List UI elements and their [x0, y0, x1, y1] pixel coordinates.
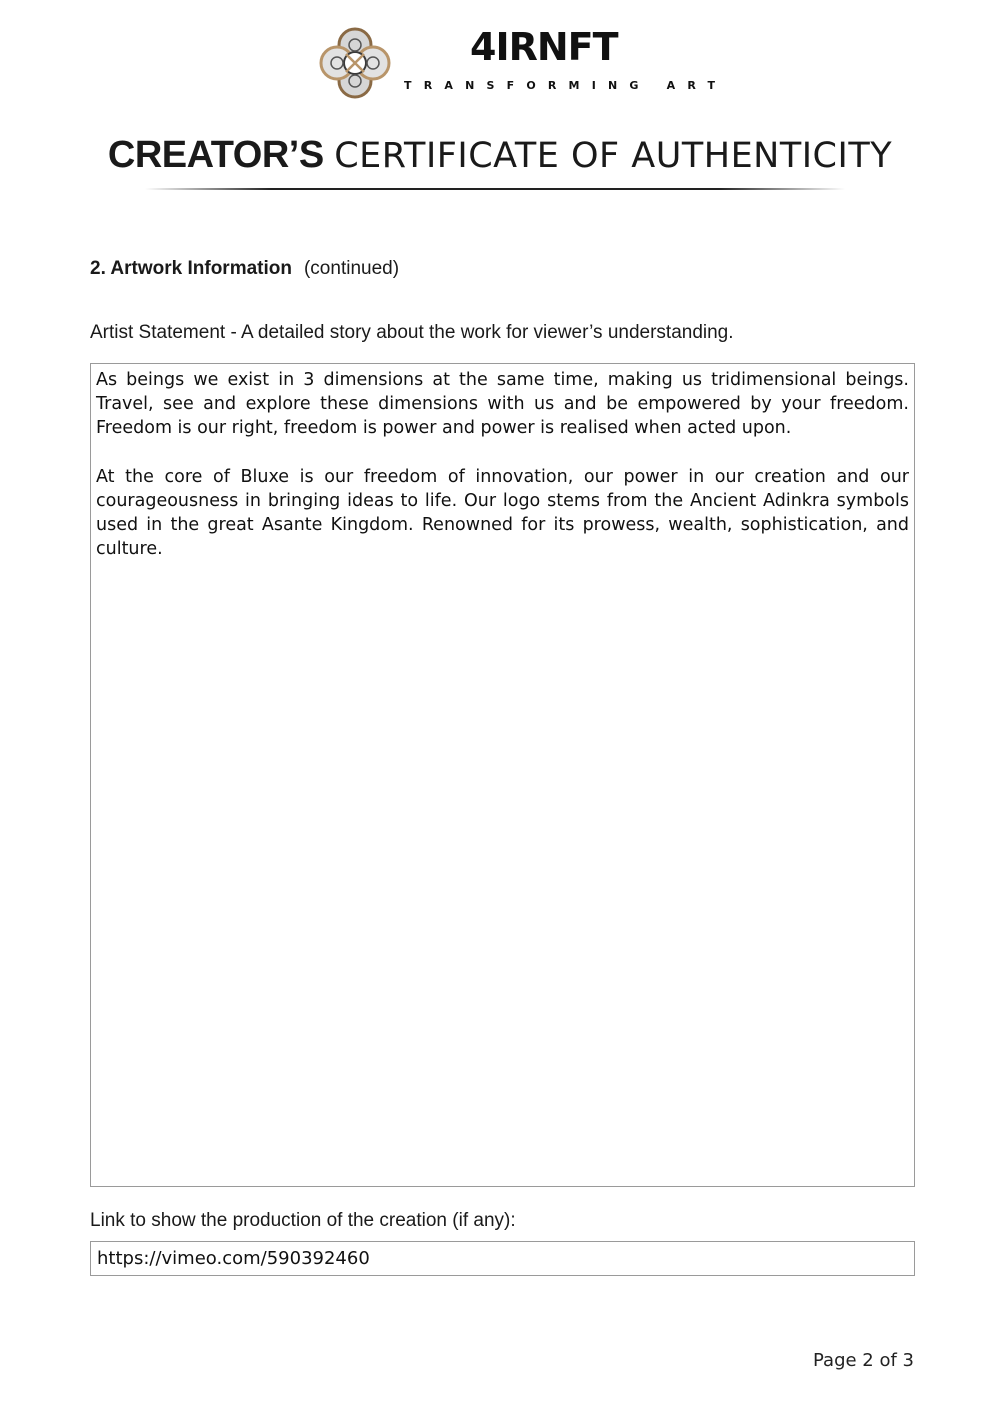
- section-continued-note: (continued): [303, 258, 400, 279]
- page-number: Page 2 of 3: [813, 1350, 914, 1371]
- production-link-label: Link to show the production of the creation (if any):: [90, 1210, 516, 1231]
- certificate-title-rest: CERTIFICATE OF AUTHENTICITY: [334, 136, 893, 176]
- title-divider: [145, 188, 845, 190]
- statement-paragraph: As beings we exist in 3 dimensions at the same time, making us tridimensional beings. Travel, see and explore these dimensions with us and be empowered by your freedom. Freedom is our right, freedom is power and power is realised when acted upon.: [96, 370, 909, 439]
- section-heading-title: 2. Artwork Information: [90, 258, 292, 279]
- production-link-field[interactable]: https://vimeo.com/590392460: [90, 1241, 915, 1276]
- section-heading: [90, 258, 399, 280]
- certificate-title-bold: CREATOR’S: [107, 134, 324, 176]
- artist-statement-field[interactable]: [90, 363, 915, 1187]
- statement-paragraph: At the core of Bluxe is our freedom of innovation, our power in our creation and our courageousness in bringing ideas to life. Our logo stems from the Ancient Adinkra symbols used in the great Asante Kingdom. Renowned for its prowess, wealth, sophistication, and culture.: [96, 466, 909, 560]
- brand-name: 4IRNFT: [470, 25, 618, 69]
- interlocking-knot-logo-icon: [316, 24, 394, 102]
- certificate-title: [0, 136, 1000, 174]
- brand-tagline: TRANSFORMING ART: [404, 79, 728, 92]
- artist-statement-label: Artist Statement - A detailed story about the work for viewer’s understanding.: [90, 322, 734, 343]
